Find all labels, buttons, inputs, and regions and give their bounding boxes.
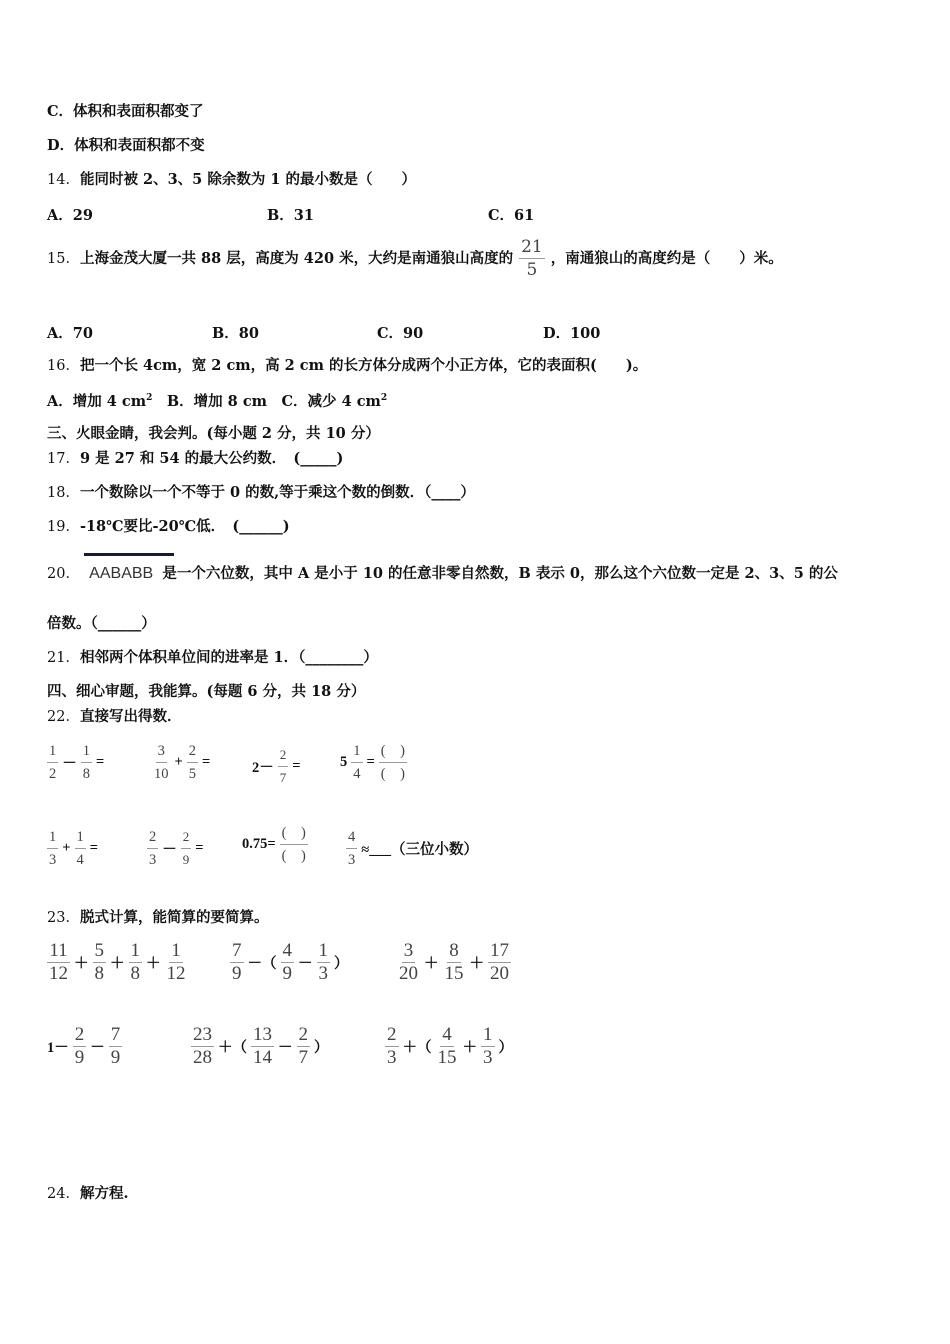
denominator: 8	[94, 963, 104, 984]
question-20	[47, 564, 838, 584]
operator: ≈___（三位小数）	[361, 842, 478, 858]
fraction	[488, 940, 511, 985]
numerator: 1	[318, 940, 328, 961]
operator: =	[366, 754, 375, 770]
operator: ＋	[110, 956, 125, 972]
denominator: 3	[483, 1047, 493, 1068]
math-expression	[228, 940, 351, 985]
math-expression	[45, 940, 190, 985]
fraction	[73, 1024, 87, 1069]
fraction	[181, 826, 192, 871]
numerator: 1	[483, 1024, 493, 1045]
fraction	[351, 740, 362, 785]
question-text: -18℃要比-20℃低． (______)	[79, 518, 290, 535]
fraction	[280, 822, 308, 867]
denominator: ( )	[380, 766, 405, 782]
denominator: 5	[526, 260, 538, 280]
denominator: ( )	[281, 848, 306, 864]
fraction	[129, 940, 143, 985]
question-number: 24．	[47, 1186, 80, 1202]
operator: ）	[314, 1040, 329, 1056]
numerator: 2	[387, 1024, 397, 1045]
option-a: A．29	[47, 207, 93, 224]
fraction	[109, 1024, 123, 1069]
fraction	[251, 1024, 274, 1069]
question-19	[47, 517, 290, 537]
question-number: 18．	[47, 485, 80, 501]
operator: －	[90, 1040, 105, 1056]
question-text: 把一个长 4cm，宽 2 cm，高 2 cm 的长方体分成两个小正方体，它的表面积( )。	[79, 357, 648, 374]
math-expression	[383, 1024, 515, 1069]
operator: ）	[334, 956, 349, 972]
numerator: 4	[282, 940, 292, 961]
denominator: 10	[154, 766, 169, 782]
option-d: D．体积和表面积都不变	[47, 137, 205, 154]
numerator: 4	[442, 1024, 452, 1045]
question-number: 15．	[47, 250, 80, 267]
operator: ＋（	[402, 1040, 432, 1056]
fraction	[278, 744, 289, 789]
question-text: 脱式计算，能简算的要简算。	[79, 909, 269, 926]
denominator: 14	[253, 1047, 272, 1068]
denominator: 9	[182, 852, 190, 867]
numerator: 11	[49, 940, 68, 961]
operator: ）	[498, 1040, 513, 1056]
denominator: 9	[282, 963, 292, 984]
numerator: 1	[351, 740, 362, 763]
question-number: 19．	[47, 519, 80, 535]
question-text: ，南通狼山的高度约是（ ）米。	[550, 249, 783, 267]
question-text: 是一个六位数，其中 A 是小于 10 的任意非零自然数，B 表示 0，那么这个六位数一定是 2、3、5 的公	[162, 565, 838, 582]
option-b: B．80	[212, 325, 259, 342]
operator: －	[278, 1040, 293, 1056]
numerator: 1	[47, 740, 58, 763]
denominator: 3	[149, 852, 157, 868]
fraction	[47, 940, 70, 985]
operator: ＋	[424, 956, 439, 972]
operator: －	[162, 842, 177, 858]
option-a: A．增加 4 cm	[47, 393, 147, 410]
option-a: A．70	[47, 325, 93, 342]
operator: ＋	[462, 1040, 477, 1056]
fraction	[346, 826, 357, 871]
denominator: 8	[82, 766, 90, 782]
numerator: 7	[232, 940, 242, 961]
operator: =	[202, 754, 211, 770]
operator: ＋	[74, 956, 89, 972]
numerator: 2	[181, 826, 192, 849]
section-3-heading: 三、火眼金睛，我会判。(每小题 2 分，共 10 分）	[47, 425, 380, 442]
question-24	[47, 1184, 129, 1204]
question-number: 20．	[47, 566, 80, 582]
fraction	[81, 740, 92, 785]
operator: 1－	[47, 1040, 69, 1056]
option-row	[47, 390, 387, 411]
fraction	[165, 940, 188, 985]
fraction	[443, 940, 466, 985]
fraction	[436, 1024, 459, 1069]
denominator: 9	[74, 1047, 85, 1068]
fraction	[519, 236, 545, 281]
question-text: 相邻两个体积单位间的进率是 1．（________）	[79, 649, 378, 666]
question-number: 14．	[47, 172, 80, 188]
denominator: 3	[387, 1047, 397, 1068]
denominator: 28	[193, 1047, 212, 1068]
question-14	[47, 170, 416, 190]
question-text: 9 是 27 和 54 的最大公约数． (_____)	[79, 450, 344, 467]
denominator: 12	[166, 963, 186, 984]
denominator: 20	[490, 963, 509, 984]
operator: －	[62, 756, 77, 772]
numerator: 5	[94, 940, 104, 961]
question-18	[47, 483, 475, 503]
operator: ＋	[469, 956, 484, 972]
numerator: 2	[187, 740, 198, 763]
denominator: 15	[444, 963, 464, 984]
option-b: B．增加 8 cm	[166, 393, 267, 410]
operator: －（	[247, 956, 277, 972]
question-text: 上海金茂大厦一共 88 层，高度为 420 米，大约是南通狼山高度的	[79, 249, 514, 267]
math-expression	[150, 740, 212, 785]
operator: =	[195, 840, 204, 856]
numerator: ( )	[379, 740, 407, 763]
math-expression	[45, 1024, 124, 1069]
superscript: 2	[146, 393, 153, 404]
question-text: 直接写出得数．	[79, 708, 182, 725]
operator: ＋（	[218, 1040, 247, 1056]
question-number: 23．	[47, 910, 80, 926]
operator: ＋	[146, 956, 161, 972]
numerator: 17	[490, 940, 509, 961]
question-16	[47, 356, 647, 376]
denominator: 8	[130, 963, 140, 984]
math-expression	[240, 822, 310, 867]
question-17	[47, 449, 343, 469]
number-code: AABABB	[89, 565, 154, 582]
denominator: 5	[188, 766, 197, 782]
numerator: 4	[346, 826, 357, 849]
fraction	[379, 740, 407, 785]
question-15	[47, 236, 783, 281]
operator: 5	[340, 754, 348, 770]
math-expression	[45, 826, 100, 871]
math-expression	[189, 1024, 331, 1069]
option-c: C．61	[488, 207, 535, 224]
fraction	[317, 940, 331, 985]
denominator: 2	[49, 766, 57, 782]
numerator: 1	[47, 826, 58, 849]
numerator: 1	[130, 940, 140, 961]
fraction	[187, 740, 198, 785]
numerator: 2	[74, 1024, 85, 1045]
denominator: 15	[437, 1047, 457, 1068]
math-expression	[45, 740, 106, 785]
denominator: 4	[76, 852, 84, 868]
operator: 0.75=	[242, 836, 276, 852]
section-4-heading: 四、细心审题，我能算。(每题 6 分，共 18 分）	[47, 683, 366, 700]
denominator: 3	[348, 852, 356, 868]
question-number: 16．	[47, 358, 80, 374]
question-number: 17．	[47, 451, 80, 467]
option-c: C．减少 4 cm	[281, 393, 381, 410]
numerator: 21	[521, 237, 543, 257]
operator: －	[298, 956, 313, 972]
math-expression	[344, 826, 480, 871]
fraction	[281, 940, 295, 985]
question-text: 解方程.	[79, 1185, 129, 1202]
fraction	[47, 740, 58, 785]
operator: =	[89, 840, 99, 856]
operator: +	[174, 754, 183, 770]
denominator: 9	[110, 1047, 121, 1068]
question-text: 能同时被 2、3、5 除余数为 1 的最小数是（ ）	[79, 171, 417, 188]
fraction	[191, 1024, 214, 1069]
question-text-continued: 倍数。（______）	[47, 615, 156, 632]
numerator: 3	[156, 740, 167, 763]
fraction	[397, 940, 420, 985]
numerator: 2	[147, 826, 158, 849]
superscript: 2	[380, 393, 388, 404]
option-b: B．31	[267, 207, 314, 224]
denominator: 3	[49, 852, 57, 868]
overline-bar	[84, 553, 174, 556]
math-expression	[395, 940, 513, 985]
numerator: 3	[403, 940, 414, 961]
fraction	[75, 826, 86, 871]
fraction	[47, 826, 58, 871]
numerator: 13	[253, 1024, 272, 1045]
operator: 2－	[252, 760, 274, 776]
numerator: 2	[298, 1024, 308, 1045]
numerator: ( )	[280, 822, 308, 845]
numerator: 23	[193, 1024, 212, 1045]
fraction	[230, 940, 244, 985]
math-expression	[338, 740, 409, 785]
numerator: 1	[171, 940, 181, 961]
numerator: 2	[278, 744, 289, 767]
operator: =	[96, 754, 105, 770]
numerator: 7	[110, 1024, 121, 1045]
question-21	[47, 648, 378, 668]
denominator: 7	[279, 770, 287, 785]
option-d: D．100	[543, 325, 601, 342]
numerator: 1	[75, 826, 86, 849]
numerator: 8	[449, 940, 459, 961]
option-c: C．90	[377, 325, 424, 342]
fraction	[297, 1024, 311, 1069]
denominator: 4	[353, 766, 361, 782]
denominator: 3	[318, 963, 328, 984]
math-expression	[250, 744, 303, 789]
question-number: 22．	[47, 709, 80, 725]
operator: +	[62, 840, 71, 856]
denominator: 7	[298, 1047, 308, 1068]
fraction	[481, 1024, 495, 1069]
option-c: C．体积和表面积都变了	[47, 103, 204, 120]
question-22	[47, 707, 181, 727]
question-text: 一个数除以一个不等于 0 的数,等于乘这个数的倒数．（____）	[79, 484, 475, 501]
fraction	[152, 740, 171, 785]
denominator: 12	[49, 963, 68, 984]
fraction	[147, 826, 158, 871]
denominator: 9	[232, 963, 242, 984]
question-23	[47, 908, 268, 928]
denominator: 20	[399, 963, 418, 984]
operator: =	[292, 758, 301, 774]
question-number: 21．	[47, 650, 80, 666]
fraction	[93, 940, 107, 985]
numerator: 1	[81, 740, 92, 763]
fraction	[385, 1024, 399, 1069]
math-expression	[145, 826, 206, 871]
